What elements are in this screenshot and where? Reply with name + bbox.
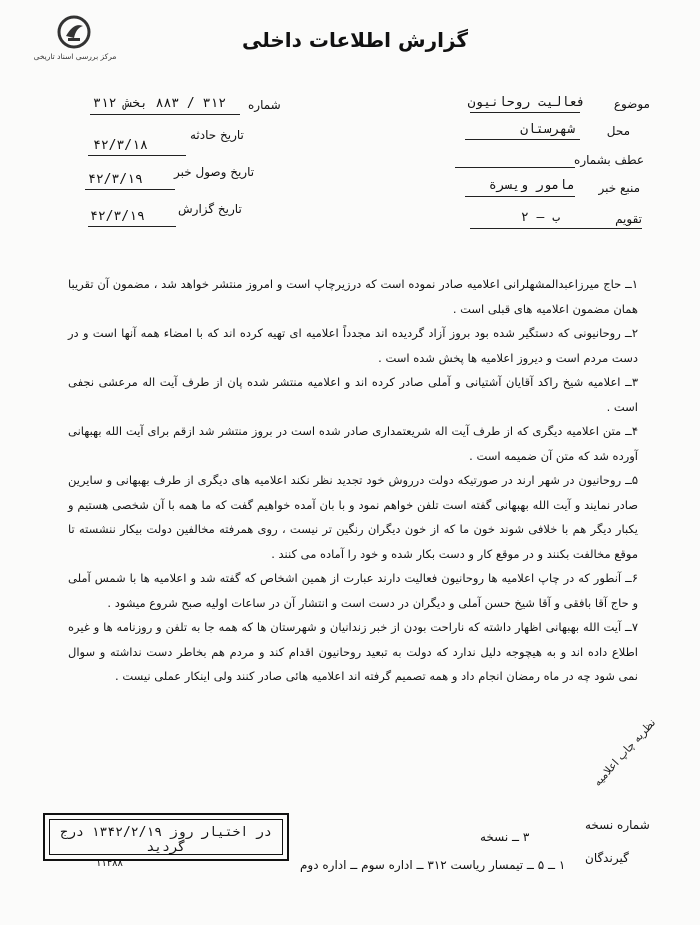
paragraph-2: ۲ــ روحانیونی که دستگیر شده بود بروز آزاد گردیده اند مجدداً اعلامیه ای تهیه کرده اند که با امضاء همه آنها است و در دست مردم است و دیروز اعلامیه ها پخش شده است . <box>68 326 638 365</box>
ref-underline <box>455 167 575 168</box>
paragraph-4: ۴ــ متن اعلامیه دیگری که از طرف آیت اله شریعتمداری صادر شده است در بروز منتشر شد ازقم برای آیت الله بهبهانی آورده شد که متن آن ضمیمه است . <box>68 424 638 463</box>
page-title: گزارش اطلاعات داخلی <box>241 28 469 52</box>
report-date-label: تاریخ گزارش <box>178 202 242 216</box>
receipt-date-label: تاریخ وصول خبر <box>174 165 255 179</box>
recipients-label: گیرندگان <box>585 851 629 865</box>
stamp-text: در اختیار روز ۱۳۴۲/۲/۱۹ درج گردید <box>60 825 272 855</box>
copies-value: ۳ ــ نسخه <box>480 830 530 844</box>
margin-note-text: نظریه چاپ اعلامیه <box>591 716 659 789</box>
event-date-label: تاریخ حادثه <box>190 128 244 142</box>
eval-label: تقویم <box>615 212 642 226</box>
event-date-value: ۴۲/۳/۱۸ <box>93 138 148 153</box>
recipients-value: ۱ ــ ۵ ــ تیمسار ریاست ۳۱۲ ــ اداره سوم ــ اداره دوم <box>300 858 566 872</box>
subject-value: فعالیت روحانیون <box>467 95 585 110</box>
subject-underline <box>470 112 580 113</box>
margin-note <box>573 690 693 789</box>
report-body <box>68 272 638 689</box>
paragraph-1: ۱ــ حاج میرزاعبدالمشهلرانی اعلامیه صادر نموده است که درزیرچاپ است و امروز منتشر خواهد شد ، مضمون آن تقریبا همان مضمون اعلامیه های قبلی است . <box>68 277 638 316</box>
source-value: مامور ویسرة <box>488 178 575 193</box>
paragraph-3: ۳ــ اعلامیه شیخ راکد آقایان آشتیانی و آملی صادر کرده اند و اعلامیه منتشر شده پان از طرف آیت اله مرعشی نجفی است . <box>68 375 638 414</box>
stamp-number: ۱۱۴۸۸ <box>96 858 123 869</box>
registration-stamp <box>43 813 289 861</box>
logo-caption: مرکز بررسی اسناد تاریخی <box>33 52 117 61</box>
paragraph-7: ۷ــ آیت الله بهبهانی اظهار داشته که ناراحت بودن از خبر زندانیان و شهرستان ها که همه جا به تلفن و روزنامه ها و غیره اطلاع داده اند و به هیچوجه دلیل ندارد که دولت به تبعید روحانیون اقدام کند و مردم هم بخاطر دست نداشته و سوال نمی شود چه در ماه رمضان انجام داد و همه تصمیم گرفته اند اعلامیه هائی صادر کنند ولی اینکار عملی نیست . <box>68 620 638 683</box>
number-underline <box>90 114 240 115</box>
report-date-value: ۴۲/۳/۱۹ <box>90 209 145 224</box>
copies-label: شماره نسخه <box>585 818 650 832</box>
eval-underline <box>470 228 642 229</box>
place-underline <box>465 139 580 140</box>
source-underline <box>465 196 575 197</box>
report-date-underline <box>88 226 176 227</box>
number-value: ۳۱۲ / ۸۸۳ بخش ۳۱۲ <box>93 96 227 111</box>
source-label: منبع خبر <box>598 181 640 195</box>
place-value: شهرستان <box>520 122 575 137</box>
place-label: محل <box>606 124 630 138</box>
subject-label: موضوع <box>613 97 650 111</box>
paragraph-6: ۶ــ آنطور که در چاپ اعلامیه ها روحانیون فعالیت دارند عبارت از همین اشخاص که گفته شد و اعلامیه ها با شمس آملی و حاج آقا بافقی و آقا شیخ حسن آملی و دیگران در دست است و انتشار آن در ساعات اولیه صبح شروع میشود . <box>68 571 638 610</box>
archive-logo <box>20 14 130 64</box>
ref-label: عطف بشماره <box>574 153 644 167</box>
number-label: شماره <box>248 98 281 112</box>
receipt-date-underline <box>85 189 175 190</box>
receipt-date-value: ۴۲/۳/۱۹ <box>88 172 143 187</box>
eval-value: ب — ۲ <box>520 210 560 225</box>
event-date-underline <box>88 155 186 156</box>
paragraph-5: ۵ــ روحانیون در شهر ارند در صورتیکه دولت درروش خود تجدید نظر نکند اعلامیه های دیگری از طرف بهبهانی و سایرین صادر نمایند و آیت الله بهبهانی گفته است تلفن خواهم نمود و با بان آمده خواهیم گفت که ما همه با آن شخصی هستیم و یکبار دیگر هم با خلافی شوند خون ما که از خون دیگران رنگین تر نیست ، روی همرفته مخالفین دولت بیکار ننشسته تا موقع مخالفت بکنند و در موقع کار و دست بکار شده و خود را آماده می کنند . <box>68 473 638 561</box>
archive-logo-icon <box>56 14 92 50</box>
